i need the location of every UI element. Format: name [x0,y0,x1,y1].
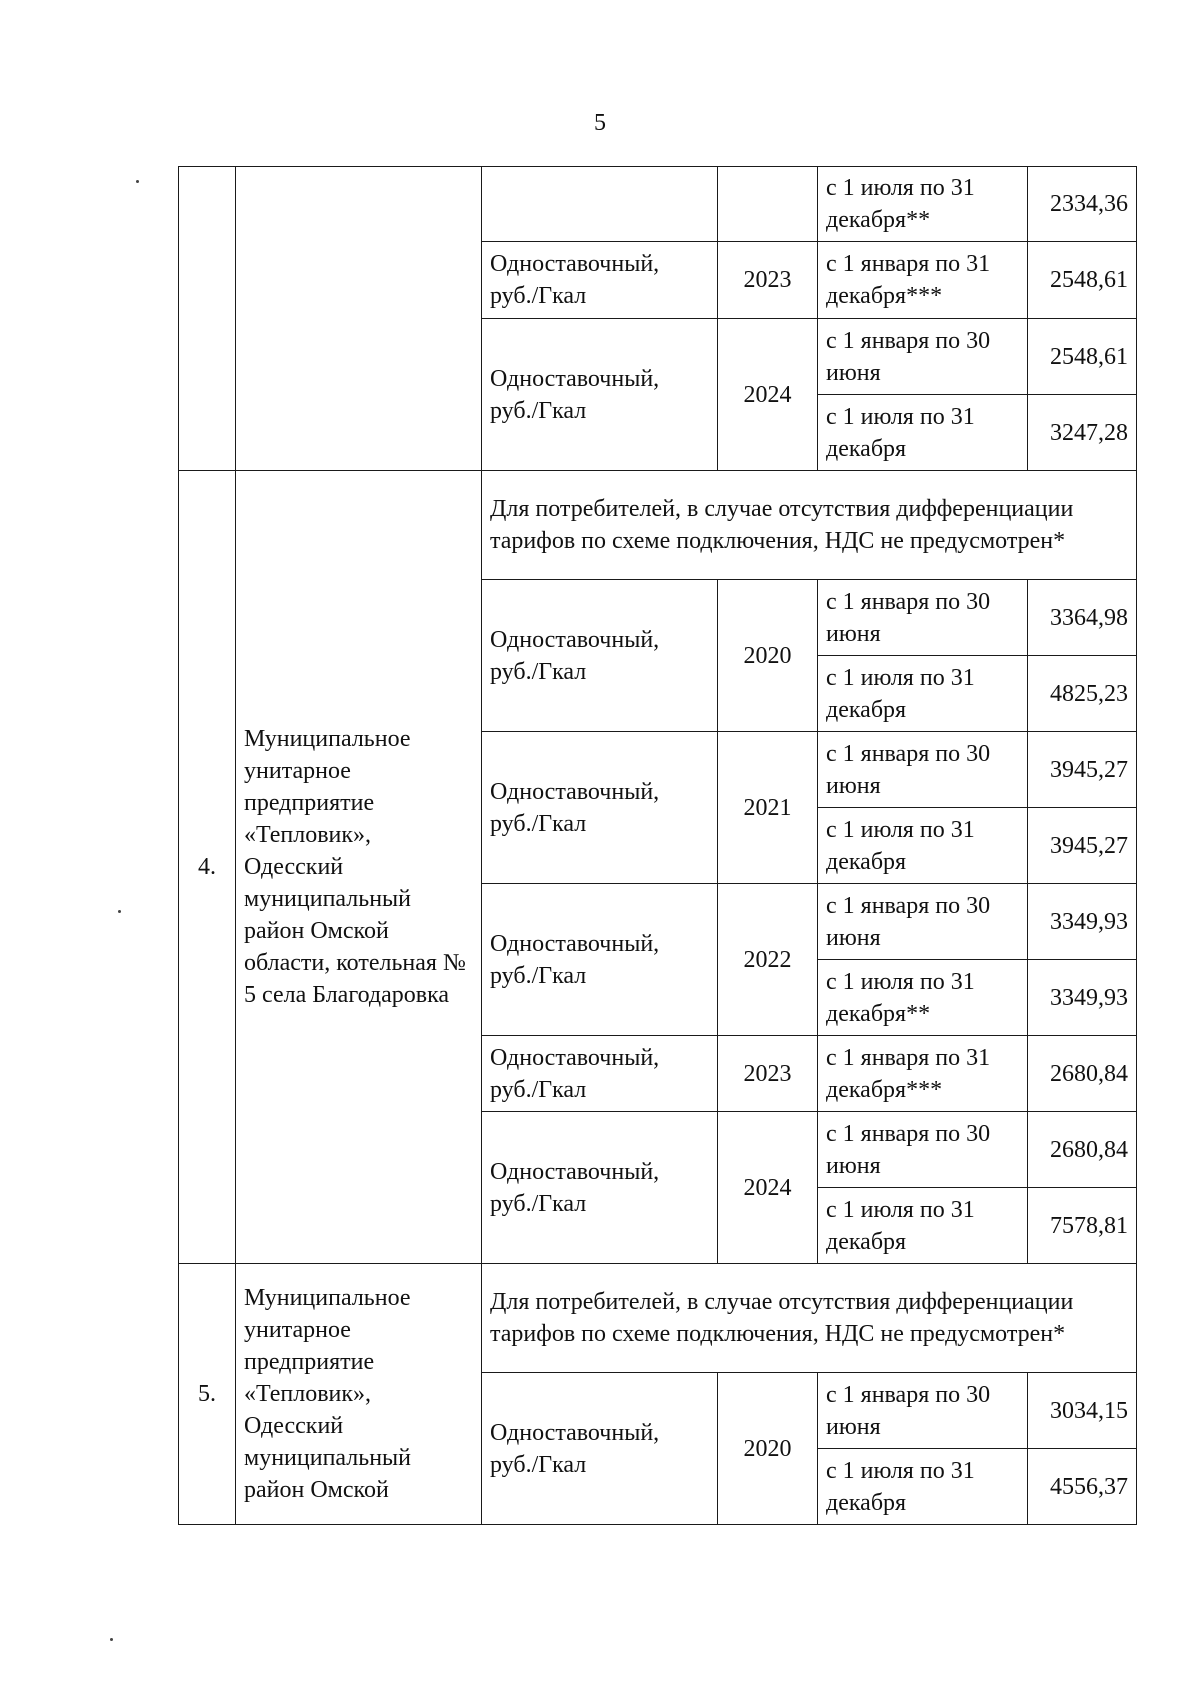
table-row [179,1264,1137,1373]
period-cell: с 1 июля по 31 декабря [818,395,1028,471]
year-cell: 2022 [718,884,818,1036]
scan-speck [118,910,121,913]
type-cell: Одноставочный, руб./Гкал [482,319,718,471]
year-cell: 2020 [718,1373,818,1525]
period-cell: с 1 января по 30 июня [818,732,1028,808]
organization-cell [236,167,482,471]
period-cell: с 1 июля по 31 декабря [818,808,1028,884]
value-cell: 3247,28 [1028,395,1137,471]
consumer-category: Для потребителей, в случае отсутствия дифференциации тарифов по схеме подключения, НДС не предусмотрен* [482,1264,1137,1373]
type-cell: Одноставочный, руб./Гкал [482,580,718,732]
value-cell: 2548,61 [1028,319,1137,395]
year-cell: 2023 [718,242,818,319]
entry-number: 5. [179,1264,236,1525]
value-cell: 3349,93 [1028,884,1137,960]
period-cell: с 1 января по 31 декабря*** [818,1036,1028,1112]
period-cell: с 1 января по 31 декабря*** [818,242,1028,319]
year-cell: 2021 [718,732,818,884]
type-cell: Одноставочный, руб./Гкал [482,732,718,884]
scan-speck [110,1638,113,1641]
year-cell: 2024 [718,1112,818,1264]
period-cell: с 1 января по 30 июня [818,1112,1028,1188]
year-cell: 2024 [718,319,818,471]
type-cell: Одноставочный, руб./Гкал [482,1036,718,1112]
organization-name: Муниципальное унитарное предприятие «Тепловик», Одесский муниципальный район Омской области, котельная № 5 села Благодаровка [236,471,482,1264]
table-row [179,167,1137,242]
type-cell: Одноставочный, руб./Гкал [482,884,718,1036]
entry-number: 4. [179,471,236,1264]
value-cell: 2334,36 [1028,167,1137,242]
number-cell [179,167,236,471]
value-cell: 7578,81 [1028,1188,1137,1264]
period-cell: с 1 июля по 31 декабря [818,1188,1028,1264]
year-cell: 2023 [718,1036,818,1112]
value-cell: 2680,84 [1028,1112,1137,1188]
period-cell: с 1 июля по 31 декабря [818,656,1028,732]
year-cell [718,167,818,242]
value-cell: 3945,27 [1028,732,1137,808]
period-cell: с 1 января по 30 июня [818,884,1028,960]
type-cell: Одноставочный, руб./Гкал [482,1112,718,1264]
type-cell: Одноставочный, руб./Гкал [482,1373,718,1525]
period-cell: с 1 июля по 31 декабря [818,1449,1028,1525]
scan-speck [136,180,139,183]
period-cell: с 1 января по 30 июня [818,1373,1028,1449]
value-cell: 4825,23 [1028,656,1137,732]
page-number: 5 [594,110,606,136]
table-row [179,471,1137,580]
value-cell: 3034,15 [1028,1373,1137,1449]
value-cell: 3945,27 [1028,808,1137,884]
value-cell: 2680,84 [1028,1036,1137,1112]
period-cell: с 1 июля по 31 декабря** [818,167,1028,242]
period-cell: с 1 июля по 31 декабря** [818,960,1028,1036]
value-cell: 2548,61 [1028,242,1137,319]
organization-name: Муниципальное унитарное предприятие «Тепловик», Одесский муниципальный район Омской [236,1264,482,1525]
year-cell: 2020 [718,580,818,732]
period-cell: с 1 января по 30 июня [818,580,1028,656]
value-cell: 4556,37 [1028,1449,1137,1525]
period-cell: с 1 января по 30 июня [818,319,1028,395]
type-cell [482,167,718,242]
value-cell: 3364,98 [1028,580,1137,656]
consumer-category: Для потребителей, в случае отсутствия дифференциации тарифов по схеме подключения, НДС не предусмотрен* [482,471,1137,580]
tariff-table [178,166,1137,1525]
value-cell: 3349,93 [1028,960,1137,1036]
type-cell: Одноставочный, руб./Гкал [482,242,718,319]
